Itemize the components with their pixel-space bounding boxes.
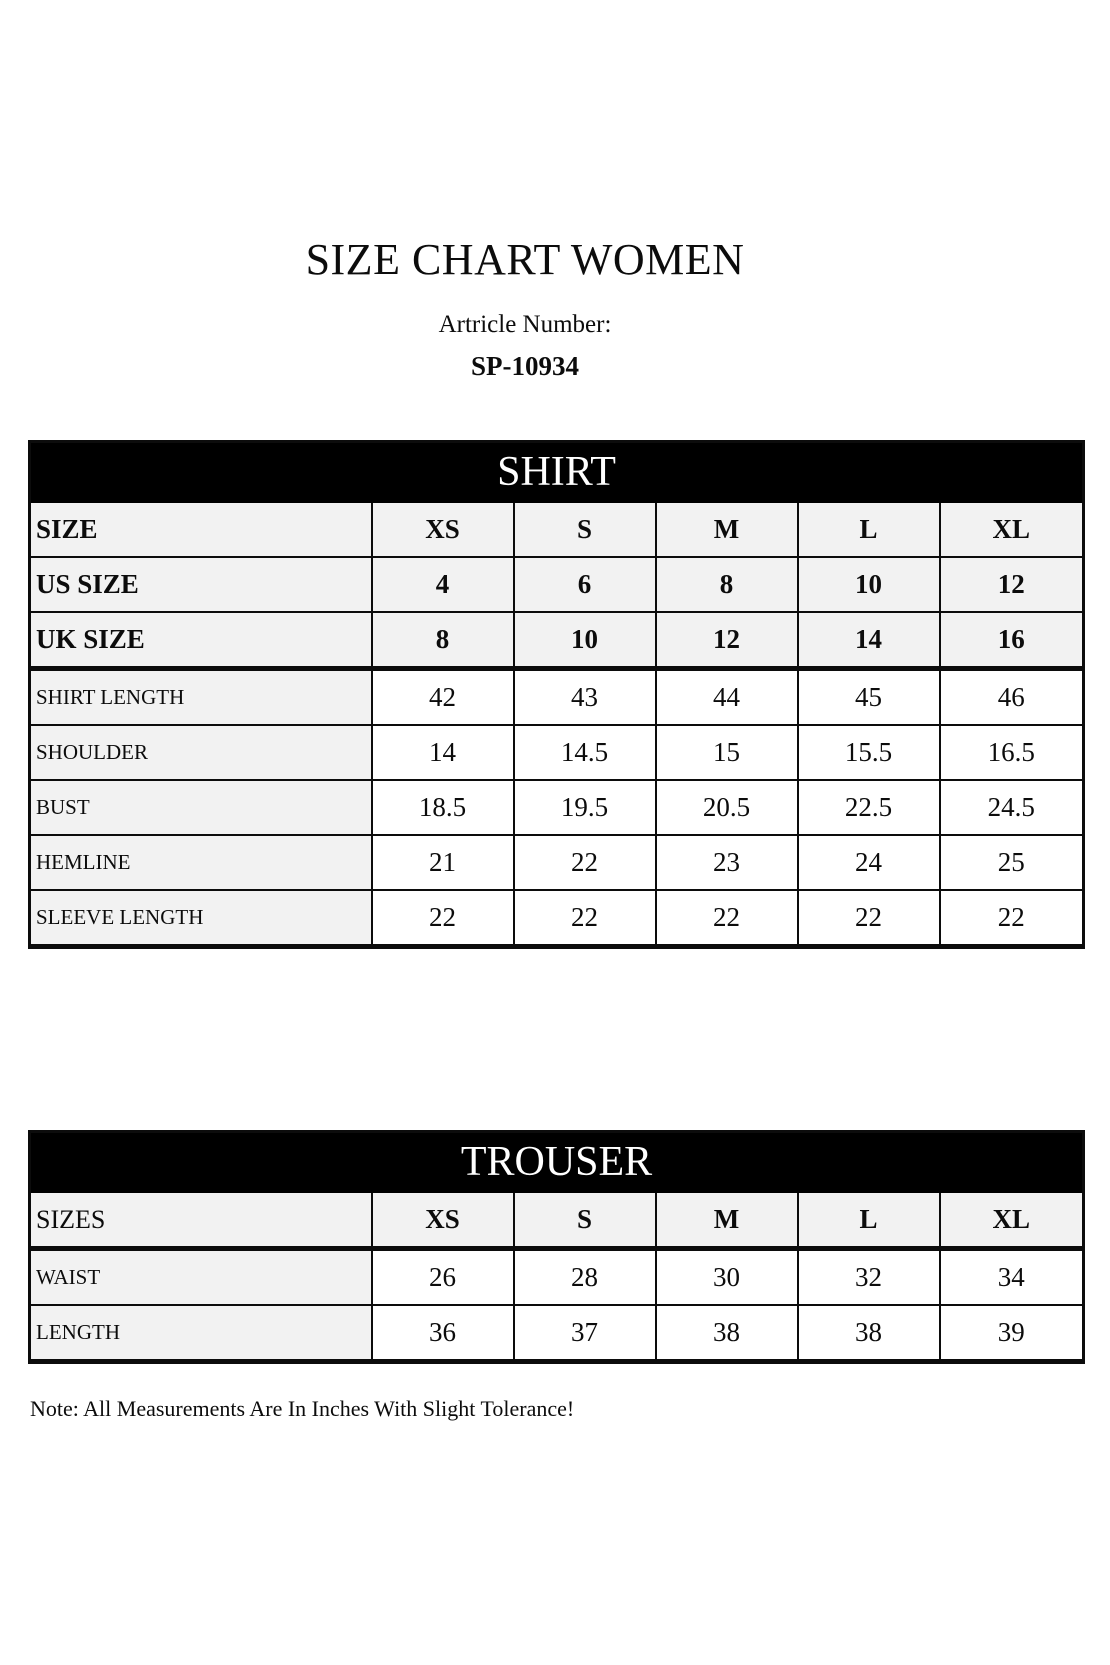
size-l-cell: L (798, 502, 940, 557)
row-label-sizes: SIZES (30, 1192, 372, 1249)
hemline-s-cell: 22 (514, 835, 656, 890)
shirt-table-title: SHIRT (30, 442, 1084, 503)
shirt-banner-row (30, 442, 1084, 503)
row-label-waist: WAIST (30, 1249, 372, 1306)
table-row (30, 1249, 1084, 1306)
row-label-size: SIZE (30, 502, 372, 557)
table-row (30, 502, 1084, 557)
trouser-size-l-cell: L (798, 1192, 940, 1249)
sleeve-length-xl-cell: 22 (940, 890, 1084, 947)
us-size-m-cell: 8 (656, 557, 798, 612)
length-xs-cell: 36 (372, 1305, 514, 1362)
length-xl-cell: 39 (940, 1305, 1084, 1362)
size-xl-cell: XL (940, 502, 1084, 557)
bust-xl-cell: 24.5 (940, 780, 1084, 835)
trouser-table-title: TROUSER (30, 1132, 1084, 1193)
row-label-bust: BUST (30, 780, 372, 835)
table-row (30, 780, 1084, 835)
row-label-length: LENGTH (30, 1305, 372, 1362)
shoulder-xs-cell: 14 (372, 725, 514, 780)
row-label-us-size: US SIZE (30, 557, 372, 612)
us-size-xs-cell: 4 (372, 557, 514, 612)
shirt-length-m-cell: 44 (656, 669, 798, 726)
hemline-xs-cell: 21 (372, 835, 514, 890)
table-row (30, 612, 1084, 669)
shirt-length-l-cell: 45 (798, 669, 940, 726)
uk-size-m-cell: 12 (656, 612, 798, 669)
shirt-size-table (28, 440, 1085, 949)
measurement-note: Note: All Measurements Are In Inches With Slight Tolerance! (30, 1396, 575, 1421)
table-row (30, 835, 1084, 890)
us-size-s-cell: 6 (514, 557, 656, 612)
page-title: SIZE CHART WOMEN (305, 235, 745, 284)
bust-s-cell: 19.5 (514, 780, 656, 835)
table-row (30, 557, 1084, 612)
row-label-shoulder: SHOULDER (30, 725, 372, 780)
article-number-value: SP-10934 (471, 351, 579, 381)
size-s-cell: S (514, 502, 656, 557)
trouser-size-xl-cell: XL (940, 1192, 1084, 1249)
row-label-sleeve-length: SLEEVE LENGTH (30, 890, 372, 947)
length-l-cell: 38 (798, 1305, 940, 1362)
table-row (30, 1305, 1084, 1362)
us-size-l-cell: 10 (798, 557, 940, 612)
sleeve-length-xs-cell: 22 (372, 890, 514, 947)
waist-s-cell: 28 (514, 1249, 656, 1306)
shirt-length-s-cell: 43 (514, 669, 656, 726)
shirt-length-xs-cell: 42 (372, 669, 514, 726)
waist-l-cell: 32 (798, 1249, 940, 1306)
uk-size-xs-cell: 8 (372, 612, 514, 669)
row-label-hemline: HEMLINE (30, 835, 372, 890)
size-m-cell: M (656, 502, 798, 557)
length-s-cell: 37 (514, 1305, 656, 1362)
row-label-shirt-length: SHIRT LENGTH (30, 669, 372, 726)
waist-xs-cell: 26 (372, 1249, 514, 1306)
shirt-length-xl-cell: 46 (940, 669, 1084, 726)
bust-xs-cell: 18.5 (372, 780, 514, 835)
shoulder-s-cell: 14.5 (514, 725, 656, 780)
article-number-label: Artricle Number: (438, 311, 612, 338)
us-size-xl-cell: 12 (940, 557, 1084, 612)
sleeve-length-s-cell: 22 (514, 890, 656, 947)
trouser-size-s-cell: S (514, 1192, 656, 1249)
uk-size-l-cell: 14 (798, 612, 940, 669)
waist-xl-cell: 34 (940, 1249, 1084, 1306)
table-row (30, 1192, 1084, 1249)
table-row (30, 669, 1084, 726)
uk-size-xl-cell: 16 (940, 612, 1084, 669)
sleeve-length-m-cell: 22 (656, 890, 798, 947)
shoulder-xl-cell: 16.5 (940, 725, 1084, 780)
sleeve-length-l-cell: 22 (798, 890, 940, 947)
trouser-size-xs-cell: XS (372, 1192, 514, 1249)
hemline-xl-cell: 25 (940, 835, 1084, 890)
length-m-cell: 38 (656, 1305, 798, 1362)
bust-l-cell: 22.5 (798, 780, 940, 835)
trouser-size-table (28, 1130, 1085, 1364)
bust-m-cell: 20.5 (656, 780, 798, 835)
shoulder-l-cell: 15.5 (798, 725, 940, 780)
shoulder-m-cell: 15 (656, 725, 798, 780)
trouser-banner-row (30, 1132, 1084, 1193)
row-label-uk-size: UK SIZE (30, 612, 372, 669)
uk-size-s-cell: 10 (514, 612, 656, 669)
size-xs-cell: XS (372, 502, 514, 557)
hemline-l-cell: 24 (798, 835, 940, 890)
hemline-m-cell: 23 (656, 835, 798, 890)
waist-m-cell: 30 (656, 1249, 798, 1306)
table-row (30, 725, 1084, 780)
trouser-size-m-cell: M (656, 1192, 798, 1249)
table-row (30, 890, 1084, 947)
